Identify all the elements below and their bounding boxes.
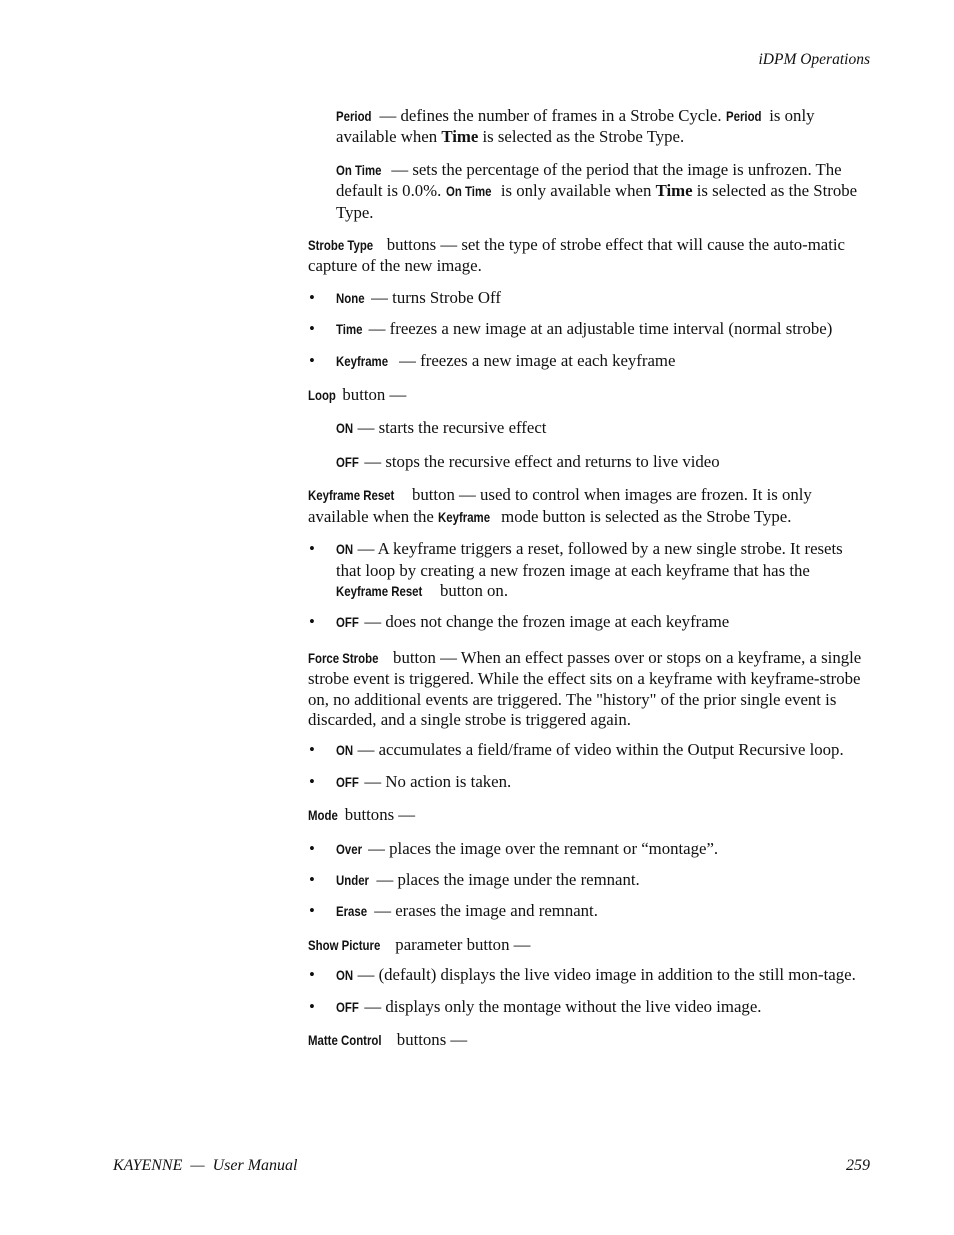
loop-on-paragraph: ON — starts the recursive effect bbox=[336, 418, 547, 438]
bullet-icon: • bbox=[309, 612, 315, 632]
mode-paragraph: Mode buttons — bbox=[308, 805, 416, 825]
param-label: On Time bbox=[336, 162, 382, 178]
keyframe-reset-paragraph: Keyframe Reset button — used to control when images are frozen. It is only available when the Keyframe mode button is selected as the Strobe Type. bbox=[308, 485, 812, 526]
param-label: Strobe Type bbox=[308, 238, 374, 254]
list-item: • Under — places the image under the remnant. bbox=[309, 869, 640, 889]
bullet-icon: • bbox=[309, 838, 315, 858]
period-paragraph: Period — defines the number of frames in a Strobe Cycle. Period is only available when Time is selected as the Strobe Type. bbox=[336, 106, 815, 147]
list-item: • ON — (default) displays the live video image in addition to the still mon-tage. bbox=[309, 965, 856, 985]
list-item: • Keyframe — freezes a new image at each keyframe bbox=[309, 350, 676, 370]
loop-off-paragraph: OFF — stops the recursive effect and returns to live video bbox=[336, 451, 720, 471]
manual-body bbox=[308, 106, 870, 1051]
list-item: • None — turns Strobe Off bbox=[309, 287, 501, 307]
loop-paragraph: Loop button — bbox=[308, 385, 407, 405]
bullet-icon: • bbox=[309, 996, 315, 1016]
show-picture-paragraph: Show Picture parameter button — bbox=[308, 934, 531, 954]
bullet-icon: • bbox=[309, 319, 315, 339]
matte-control-paragraph: Matte Control buttons — bbox=[308, 1030, 468, 1049]
bullet-icon: • bbox=[309, 869, 315, 889]
bullet-icon: • bbox=[309, 287, 315, 307]
force-strobe-paragraph: Force Strobe button — When an effect passes over or stops on a keyframe, a single strobe event is triggered. While the effect sits on a keyframe with keyframe-strobe on, no additional events are triggered. The "history" of the prior single event is discarded, and a single strobe is triggered again. bbox=[308, 647, 862, 729]
bullet-icon: • bbox=[309, 740, 315, 760]
list-item: • Over — places the image over the remnant or “montage”. bbox=[309, 838, 719, 858]
bullet-icon: • bbox=[309, 965, 315, 985]
bullet-icon: • bbox=[309, 539, 315, 559]
list-item: • Time — freezes a new image at an adjustable time interval (normal strobe) bbox=[309, 319, 833, 339]
param-label: Period bbox=[336, 109, 372, 124]
running-header: iDPM Operations bbox=[758, 51, 870, 68]
bullet-icon: • bbox=[309, 901, 315, 921]
list-item: • OFF — displays only the montage without the live video image. bbox=[309, 996, 762, 1016]
on-time-paragraph: On Time — sets the percentage of the period that the image is unfrozen. The default is 0.0%. On Time is only available when Time is selected as the Strobe Type. bbox=[336, 159, 858, 222]
list-item: • ON — accumulates a field/frame of video within the Output Recursive loop. bbox=[309, 740, 844, 760]
bullet-icon: • bbox=[309, 350, 315, 370]
strobe-type-paragraph: Strobe Type buttons — set the type of strobe effect that will cause the auto-matic capture of the new image. bbox=[308, 235, 845, 276]
list-item: • OFF — No action is taken. bbox=[309, 771, 512, 791]
list-item: • OFF — does not change the frozen image at each keyframe bbox=[309, 612, 730, 632]
list-item: • ON — A keyframe triggers a reset, followed by a new single strobe. It resets that loop by creating a new frozen image at each keyframe that has the Keyframe Reset button on. bbox=[309, 539, 843, 600]
footer-manual-title: KAYENNE — User Manual bbox=[113, 1157, 298, 1174]
page-number: 259 bbox=[846, 1157, 870, 1174]
list-item: • Erase — erases the image and remnant. bbox=[309, 901, 598, 921]
bullet-icon: • bbox=[309, 771, 315, 791]
